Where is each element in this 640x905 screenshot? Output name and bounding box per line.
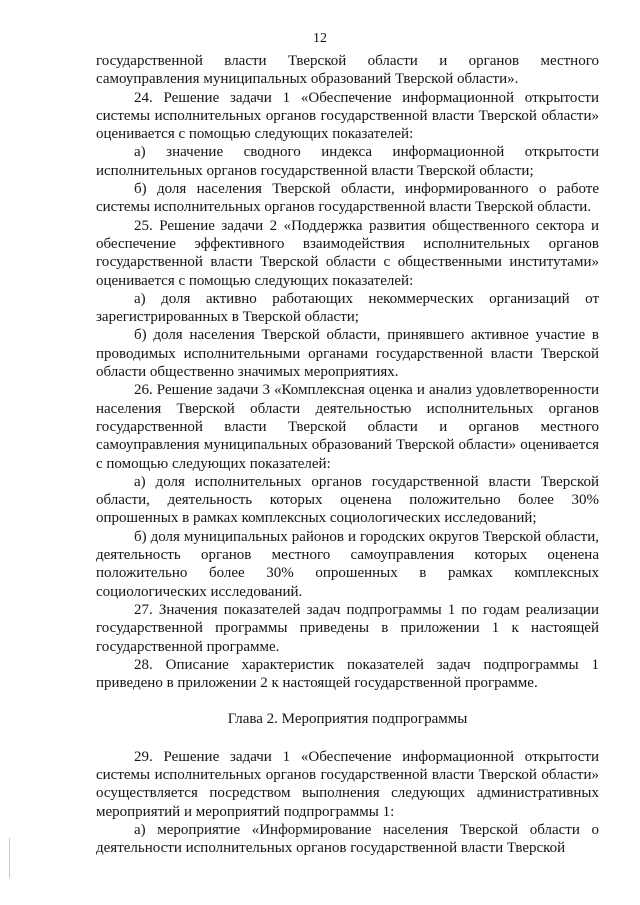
document-body — [96, 52, 599, 857]
paragraph-item-26: 26. Решение задачи 3 «Комплексная оценка и анализ удовлетворенности населения Тверской области деятельностью исполнительных органов государственной власти Тверской области и органов местного самоуправления муниципальных образований Тверской области» оценивается с помощью следующих показателей: — [96, 382, 599, 472]
paragraph-item-27: 27. Значения показателей задач подпрограммы 1 по годам реализации государственной программы приведены в приложении 1 к настоящей государственной программе. — [96, 601, 599, 655]
paragraph-continuation: государственной власти Тверской области и органов местного самоуправления муниципальных образований Тверской области». — [96, 53, 599, 88]
paragraph-item-24a: а) значение сводного индекса информационной открытости исполнительных органов государственной власти Тверской области; — [96, 144, 599, 179]
chapter-heading: Глава 2. Мероприятия подпрограммы — [227, 711, 468, 728]
paragraph-item-26a: а) доля исполнительных органов государственной власти Тверской области, деятельность которых оценена положительно более 30% опрошенных в рамках комплексных социологических исследований; — [96, 473, 599, 527]
paragraph-item-29a: а) мероприятие «Информирование населения Тверской области о деятельности исполнительных органов государственной власти Тверской — [96, 821, 599, 857]
paragraph-item-25b: б) доля населения Тверской области, принявшего активное участие в проводимых исполнительными органами государственной власти Тверской области общественно значимых мероприятиях. — [96, 327, 599, 381]
paragraph-item-26b: б) доля муниципальных районов и городских округов Тверской области, деятельность органов местного самоуправления которых оценена положительно более 30% опрошенных в рамках комплексных социологических исследований. — [96, 528, 599, 600]
paragraph-item-24b: б) доля населения Тверской области, информированного о работе системы исполнительных органов государственной власти Тверской области. — [96, 181, 599, 216]
paragraph-item-24: 24. Решение задачи 1 «Обеспечение информационной открытости системы исполнительных органов государственной власти Тверской области» оценивается с помощью следующих показателей: — [96, 89, 599, 143]
paragraph-item-29: 29. Решение задачи 1 «Обеспечение информационной открытости системы исполнительных органов государственной власти Тверской области» осуществляется посредством выполнения следующих административных мероприятий и мероприятий подпрограммы 1: — [96, 748, 599, 820]
paragraph-item-25: 25. Решение задачи 2 «Поддержка развития общественного сектора и обеспечение эффективного взаимодействия исполнительных органов государственной власти Тверской области с общественными институтами» оценивается с помощью следующих показателей: — [96, 217, 599, 289]
page-number: 12 — [313, 31, 327, 46]
paragraph-item-28: 28. Описание характеристик показателей задач подпрограммы 1 приведено в приложении 2 к настоящей государственной программе. — [96, 656, 599, 692]
paragraph-item-25a: а) доля активно работающих некоммерческих организаций от зарегистрированных в Тверской области; — [96, 290, 599, 326]
scan-margin-line — [9, 838, 10, 878]
